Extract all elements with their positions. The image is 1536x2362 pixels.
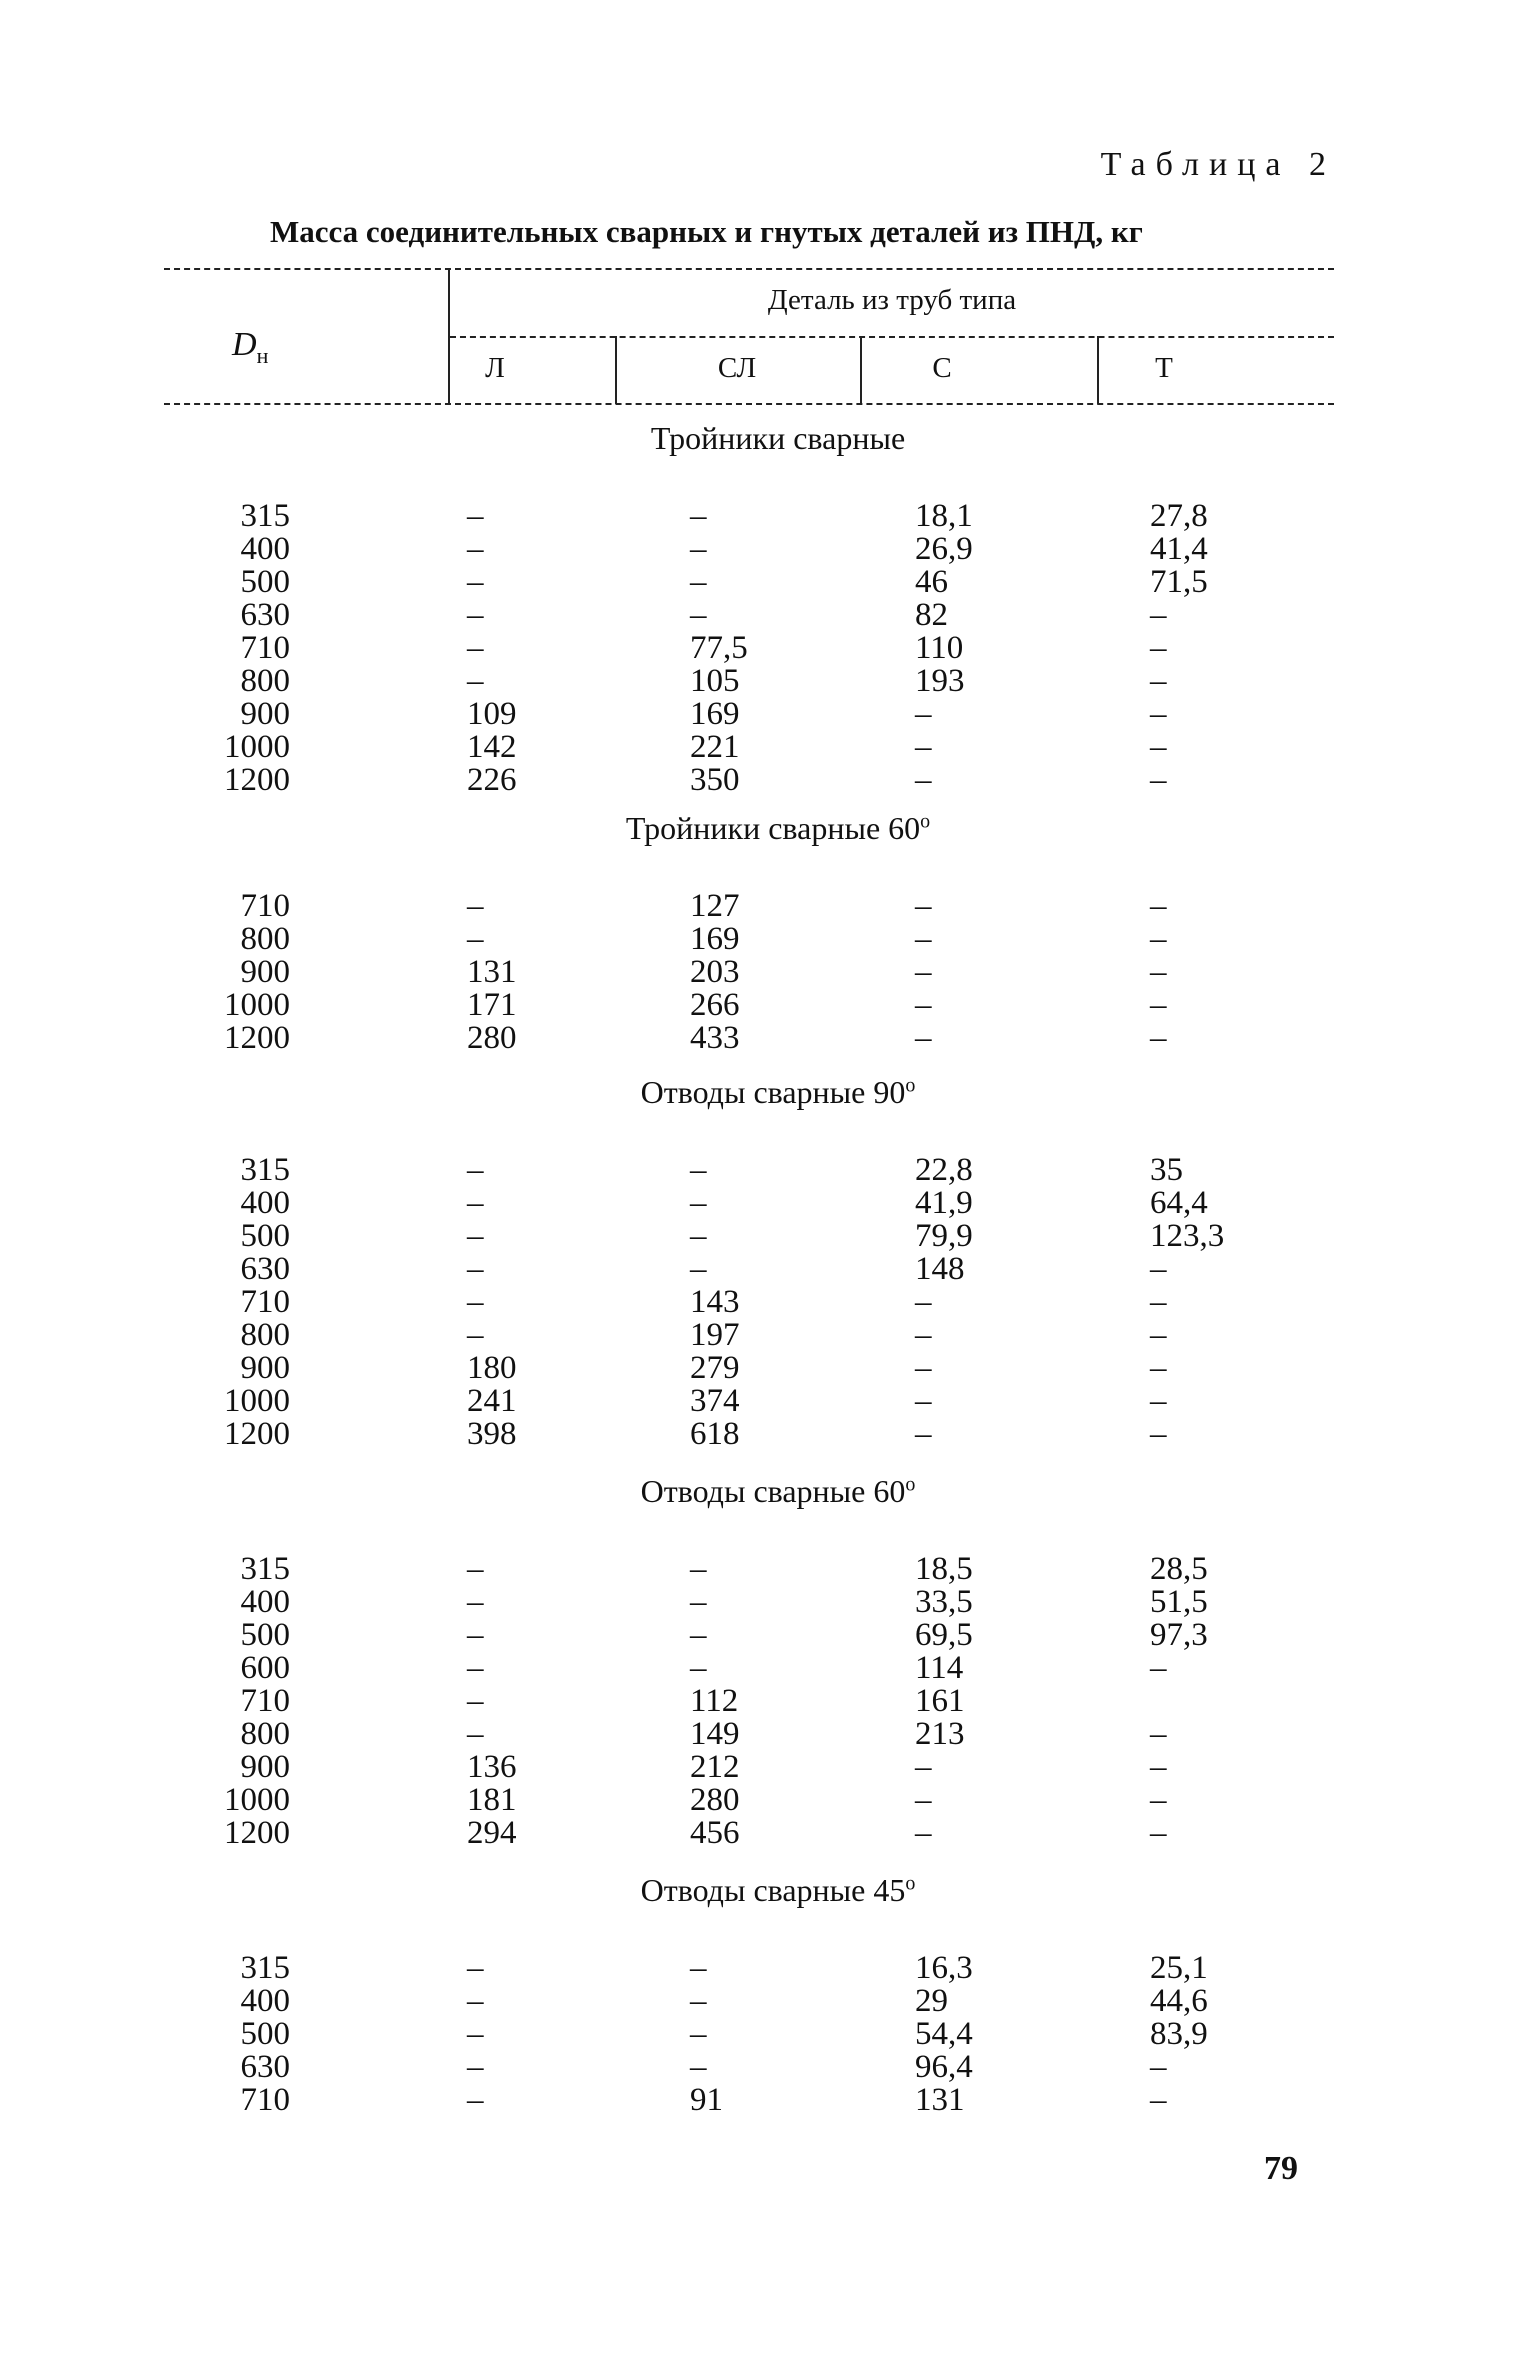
cell-dn: 710 [240,1683,290,1719]
cell-l: – [467,1584,484,1620]
cell-sl: 221 [690,729,740,765]
cell-s: 193 [915,663,965,699]
cell-dn: 800 [240,663,290,699]
cell-t: – [1150,2049,1167,2085]
degree-sign: o [905,1872,916,1895]
cell-t: 71,5 [1150,564,1208,600]
table-row [0,1985,1536,2018]
cell-dn: 400 [240,1584,290,1620]
table-row [0,1418,1536,1451]
degree-sign: o [920,810,931,833]
cell-dn: 710 [240,2082,290,2118]
table-label: Таблица 2 [1100,146,1336,183]
cell-dn: 710 [240,630,290,666]
cell-s: 213 [915,1716,965,1752]
cell-t: 35 [1150,1152,1183,1188]
cell-l: – [467,597,484,633]
cell-t: – [1150,1251,1167,1287]
cell-s: – [915,1416,932,1452]
cell-s: – [915,1383,932,1419]
cell-t: – [1150,987,1167,1023]
cell-s: – [915,1815,932,1851]
table-row [0,599,1536,632]
cell-l: – [467,663,484,699]
cell-sl: 266 [690,987,740,1023]
cell-sl: 197 [690,1317,740,1353]
cell-t: – [1150,1782,1167,1818]
cell-dn: 500 [240,2016,290,2052]
cell-t: 83,9 [1150,2016,1208,2052]
cell-t: – [1150,954,1167,990]
cell-sl: 149 [690,1716,740,1752]
cell-t: – [1150,1383,1167,1419]
header-top-rule [164,268,1334,270]
cell-l: – [467,1650,484,1686]
cell-dn: 1000 [224,987,290,1023]
cell-dn: 315 [240,1551,290,1587]
cell-s: – [915,1350,932,1386]
cell-s: 110 [915,630,964,666]
cell-l: – [467,921,484,957]
cell-t: 44,6 [1150,1983,1208,2019]
cell-sl: – [690,597,707,633]
cell-dn: 800 [240,1317,290,1353]
cell-l: 226 [467,762,517,798]
cell-sl: – [690,1251,707,1287]
cell-sl: – [690,1152,707,1188]
cell-sl: – [690,1617,707,1653]
cell-sl: 279 [690,1350,740,1386]
cell-sl: – [690,1950,707,1986]
header-bottom-rule [164,403,1334,405]
cell-dn: 630 [240,597,290,633]
cell-t: 97,3 [1150,1617,1208,1653]
cell-sl: 127 [690,888,740,924]
cell-l: – [467,1716,484,1752]
cell-l: – [467,564,484,600]
cell-sl: 280 [690,1782,740,1818]
col-header-s: С [932,352,952,384]
header-mid-rule [450,336,1334,338]
section-title-text: Отводы сварные 45 [640,1872,906,1908]
cell-dn: 1200 [224,1020,290,1056]
cell-sl: 212 [690,1749,740,1785]
cell-sl: 374 [690,1383,740,1419]
cell-sl: 112 [690,1683,739,1719]
table-row [0,1586,1536,1619]
table-row [0,1220,1536,1253]
cell-t: – [1150,663,1167,699]
cell-s: 131 [915,2082,965,2118]
cell-s: – [915,696,932,732]
cell-l: – [467,2049,484,2085]
cell-sl: – [690,498,707,534]
degree-sign: o [905,1473,916,1496]
table-row [0,989,1536,1022]
cell-sl: – [690,1650,707,1686]
cell-sl: 91 [690,2082,723,2118]
cell-dn: 1000 [224,1383,290,1419]
cell-sl: – [690,1551,707,1587]
table-row [0,1784,1536,1817]
section-title [0,1473,1536,1510]
cell-s: – [915,888,932,924]
table-row [0,1319,1536,1352]
cell-l: – [467,1983,484,2019]
cell-s: 148 [915,1251,965,1287]
cell-s: 33,5 [915,1584,973,1620]
cell-t: 51,5 [1150,1584,1208,1620]
cell-s: – [915,1020,932,1056]
cell-l: 280 [467,1020,517,1056]
cell-s: 46 [915,564,948,600]
cell-l: – [467,630,484,666]
cell-s: 26,9 [915,531,973,567]
col-header-sl: СЛ [717,352,757,384]
cell-sl: 77,5 [690,630,748,666]
cell-s: 114 [915,1650,964,1686]
col-header-t: Т [1155,352,1173,384]
cell-s: 22,8 [915,1152,973,1188]
cell-t: 27,8 [1150,498,1208,534]
cell-l: – [467,2016,484,2052]
cell-t: – [1150,1815,1167,1851]
dn-header [232,326,268,369]
cell-sl: – [690,2049,707,2085]
page-number: 79 [1264,2150,1298,2187]
cell-dn: 800 [240,1716,290,1752]
cell-s: 161 [915,1683,965,1719]
cell-sl: 143 [690,1284,740,1320]
cell-sl: 169 [690,921,740,957]
cell-l: 398 [467,1416,517,1452]
cell-s: – [915,1284,932,1320]
table-row [0,2051,1536,2084]
cell-s: 96,4 [915,2049,973,2085]
cell-t: – [1150,1317,1167,1353]
col-header-l: Л [485,352,505,384]
cell-dn: 1200 [224,1815,290,1851]
cell-l: – [467,1683,484,1719]
table-row [0,698,1536,731]
cell-dn: 900 [240,696,290,732]
table-row [0,1154,1536,1187]
cell-t: – [1150,1350,1167,1386]
cell-l: – [467,1317,484,1353]
cell-t: – [1150,1020,1167,1056]
cell-s: – [915,762,932,798]
cell-sl: – [690,1983,707,2019]
cell-l: 171 [467,987,517,1023]
cell-t: – [1150,1416,1167,1452]
cell-sl: 350 [690,762,740,798]
table-row [0,1553,1536,1586]
table-row [0,1187,1536,1220]
cell-t: 41,4 [1150,531,1208,567]
cell-t: – [1150,1749,1167,1785]
cell-t: – [1150,1650,1167,1686]
cell-s: – [915,729,932,765]
cell-dn: 1200 [224,762,290,798]
table-row [0,923,1536,956]
cell-l: 109 [467,696,517,732]
cell-l: – [467,1152,484,1188]
cell-sl: 433 [690,1020,740,1056]
table-row [0,1652,1536,1685]
cell-dn: 1000 [224,1782,290,1818]
cell-t: 28,5 [1150,1551,1208,1587]
cell-s: 18,5 [915,1551,973,1587]
table-row [0,1385,1536,1418]
cell-s: – [915,1317,932,1353]
table-row [0,1685,1536,1718]
cell-l: – [467,1617,484,1653]
cell-sl: – [690,2016,707,2052]
cell-dn: 400 [240,531,290,567]
table-row [0,2084,1536,2117]
table-row [0,1253,1536,1286]
cell-t: 64,4 [1150,1185,1208,1221]
cell-sl: 203 [690,954,740,990]
cell-dn: 630 [240,1251,290,1287]
table-title: Масса соединительных сварных и гнутых деталей из ПНД, кг [270,214,1143,249]
cell-l: – [467,531,484,567]
cell-dn: 900 [240,1350,290,1386]
cell-dn: 900 [240,1749,290,1785]
cell-sl: 618 [690,1416,740,1452]
cell-t: – [1150,597,1167,633]
cell-l: 131 [467,954,517,990]
section-title [0,420,1536,457]
cell-s: 18,1 [915,498,973,534]
cell-s: 41,9 [915,1185,973,1221]
cell-l: – [467,1950,484,1986]
table-row [0,632,1536,665]
cell-s: 82 [915,597,948,633]
cell-s: – [915,954,932,990]
dn-symbol: D [232,326,257,363]
cell-s: 29 [915,1983,948,2019]
cell-t: 25,1 [1150,1950,1208,1986]
cell-sl: – [690,1185,707,1221]
table-row [0,500,1536,533]
section-title-text: Отводы сварные 60 [640,1473,906,1509]
table-row [0,1817,1536,1850]
cell-s: – [915,1749,932,1785]
cell-t: – [1150,1716,1167,1752]
table-row [0,731,1536,764]
cell-s: 54,4 [915,2016,973,2052]
cell-l: 181 [467,1782,517,1818]
group-header: Деталь из труб типа [767,284,1017,316]
section-title [0,1074,1536,1111]
cell-dn: 400 [240,1983,290,2019]
cell-t: – [1150,630,1167,666]
cell-dn: 710 [240,888,290,924]
degree-sign: o [905,1074,916,1097]
cell-sl: – [690,564,707,600]
cell-l: 241 [467,1383,517,1419]
section-title-text: Отводы сварные 90 [640,1074,906,1110]
cell-dn: 710 [240,1284,290,1320]
cell-l: – [467,1251,484,1287]
cell-t: – [1150,762,1167,798]
table-row [0,1022,1536,1055]
table-row [0,956,1536,989]
cell-dn: 600 [240,1650,290,1686]
table-row [0,1751,1536,1784]
cell-s: 69,5 [915,1617,973,1653]
cell-l: – [467,1284,484,1320]
table-row [0,1286,1536,1319]
cell-dn: 315 [240,1950,290,1986]
cell-dn: 400 [240,1185,290,1221]
cell-dn: 630 [240,2049,290,2085]
cell-t: – [1150,921,1167,957]
cell-sl: 169 [690,696,740,732]
cell-s: 16,3 [915,1950,973,1986]
cell-sl: – [690,531,707,567]
table-row [0,1619,1536,1652]
cell-sl: – [690,1584,707,1620]
cell-dn: 315 [240,498,290,534]
cell-dn: 500 [240,1218,290,1254]
cell-l: – [467,498,484,534]
cell-l: – [467,1551,484,1587]
cell-dn: 500 [240,1617,290,1653]
cell-dn: 1000 [224,729,290,765]
cell-l: – [467,1185,484,1221]
cell-l: 180 [467,1350,517,1386]
cell-t: – [1150,888,1167,924]
cell-dn: 315 [240,1152,290,1188]
table-row [0,2018,1536,2051]
section-title [0,1872,1536,1909]
section-title-text: Тройники сварные [650,420,906,456]
cell-s: 79,9 [915,1218,973,1254]
cell-dn: 900 [240,954,290,990]
table-row [0,566,1536,599]
cell-dn: 1200 [224,1416,290,1452]
cell-dn: 800 [240,921,290,957]
table-row [0,665,1536,698]
table-row [0,890,1536,923]
cell-s: – [915,921,932,957]
cell-s: – [915,987,932,1023]
cell-l: 294 [467,1815,517,1851]
cell-l: 142 [467,729,517,765]
cell-t: – [1150,696,1167,732]
cell-l: – [467,1218,484,1254]
table-row [0,1352,1536,1385]
cell-dn: 500 [240,564,290,600]
cell-t: – [1150,729,1167,765]
table-row [0,1718,1536,1751]
cell-sl: – [690,1218,707,1254]
table-row [0,1952,1536,1985]
cell-sl: 105 [690,663,740,699]
dn-subscript: н [256,342,269,368]
cell-sl: 456 [690,1815,740,1851]
cell-l: – [467,888,484,924]
cell-l: 136 [467,1749,517,1785]
cell-t: 123,3 [1150,1218,1225,1254]
table-row [0,764,1536,797]
cell-s: – [915,1782,932,1818]
table-row [0,533,1536,566]
cell-l: – [467,2082,484,2118]
section-title [0,810,1536,847]
cell-t: – [1150,2082,1167,2118]
section-title-text: Тройники сварные 60 [625,810,921,846]
cell-t: – [1150,1284,1167,1320]
